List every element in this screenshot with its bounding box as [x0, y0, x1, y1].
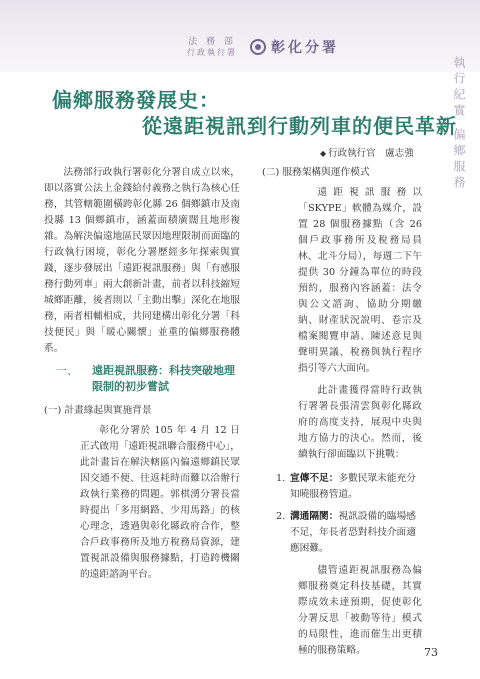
right-column: [262, 165, 422, 659]
subsection-heading: (二) 服務架構與運作模式: [262, 167, 370, 178]
subsection-paragraph: 彰化分署於 105 年 4 月 12 日正式啟用「遠距視訊聯合服務中心」，此計畫旨在解決轄區內偏遠鄉鎮民眾因交通不便、往返耗時而難以洽辦行政執行業務的問題。郭棋湧分署長當時提出「多用網路、少用馬路」的核心理念，透過與彰化縣政府合作，整合戶政事務所及地方稅務局資源，建置視訊設備與服務據點，打造跨機關的遠距諮詢平台。: [80, 425, 240, 580]
banner-agency: 行政執行署: [187, 47, 237, 57]
conclusion-paragraph: 儘管遠距視訊服務為偏鄉服務奠定科技基礎，其實際成效未達預期，促使彰化分署反思「被動等待」模式的局限性，進而催生出更積極的服務策略。: [298, 565, 422, 656]
diamond-icon: ◆: [320, 149, 327, 158]
list-item: [262, 509, 422, 557]
list-item-number: 2.: [276, 511, 286, 522]
list-item-text: [290, 509, 422, 557]
banner-org: 法 務 部: [188, 36, 236, 47]
list-item-number: 1.: [276, 473, 286, 484]
subsection-paragraph: 遠距視訊服務以「SKYPE」軟體為媒介，設置 28 個服務據點（含 26 個戶政事務所及稅務局員林、北斗分局），每週二下午提供 30 分鐘為單位的時段預約，服務內容涵蓋：法令與公文諮詢、協助分期繳納、財產狀況說明、卷宗及檔案閱覽申請、陳述意見與聲明異議、稅務與執行程序指引等六大面向。: [298, 187, 422, 374]
agency-emblem-icon: [250, 39, 266, 55]
list-item: [262, 471, 422, 503]
article-title: 偏鄉服務發展史：: [52, 88, 220, 112]
section-number: 一、: [56, 364, 78, 377]
list-item-label: 溝通隔閡：: [290, 511, 339, 522]
left-column: [44, 165, 240, 583]
challenges-list: [262, 471, 422, 557]
section-heading: [44, 363, 240, 395]
page-number: 73: [424, 646, 438, 659]
author-name: 行政執行官 盧志強: [328, 148, 414, 159]
list-item-label: 宣傳不足：: [290, 473, 339, 484]
agency-banner: [180, 34, 370, 60]
list-item-body: 視訊設備的臨場感不足，年長者恐對科技介面適應困難。: [290, 511, 416, 554]
section-title: 遠距視訊服務：科技突破地理限制的初步嘗試: [92, 364, 235, 393]
list-item-text: [290, 471, 422, 503]
challenges-intro-paragraph: 此計畫獲得當時行政執行署署長張清雲與彰化縣政府的高度支持，展現中央與地方協力的決心。然而，後續執行卻面臨以下挑戰：: [298, 385, 422, 460]
author-line: [320, 145, 414, 159]
banner-org-block: [180, 37, 244, 58]
banner-branch: 彰化分署: [271, 40, 339, 56]
list-item-body: 多數民眾未能充分知曉服務管道。: [290, 473, 416, 500]
intro-paragraph: 法務部行政執行署彰化分署自成立以來，即以落實公法上金錢給付義務之執行為核心任務，其管轄範圍橫跨彰化縣 26 個鄉鎮市及南投縣 13 個鄉鎮市，涵蓋面積廣闊且地形複雜。為解決偏遠地區民眾因地理限制而面臨的行政執行困境，彰化分署歷經多年探索與實踐，逐步發展出「遠距視訊服務」與「有感服務行動列車」兩大創新計畫，前者以科技縮短城鄉距離，後者則以「主動出擊」深化在地服務，兩者相輔相成，共同建構出彰化分署「科技便民」與「暖心關懷」並重的偏鄉服務體系。: [44, 167, 240, 354]
subsection-heading: (一) 計畫緣起與實施背景: [44, 405, 152, 416]
article-subtitle: 從遠距視訊到行動列車的便民革新: [142, 114, 457, 138]
section-side-label: 執行紀實 偏鄉服務: [452, 56, 466, 192]
